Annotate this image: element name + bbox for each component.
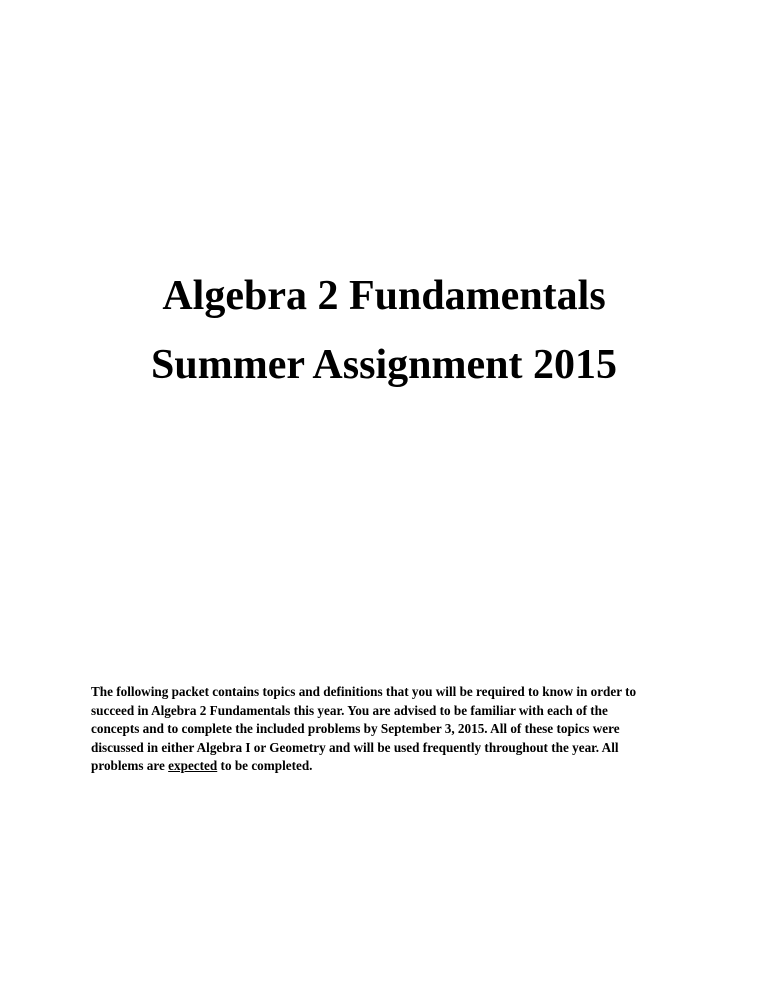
intro-line-5-after: to be completed. <box>217 758 313 774</box>
intro-paragraph <box>91 683 711 776</box>
page-subtitle: Summer Assignment 2015 <box>151 342 617 388</box>
intro-line-1: The following packet contains topics and definitions that you will be required to know in order to <box>91 684 637 699</box>
intro-line-5 <box>91 757 711 776</box>
intro-line-4: discussed in either Algebra I or Geometry and will be used frequently throughout the year. All <box>91 739 619 755</box>
intro-line-5-before: problems are <box>91 758 169 774</box>
emphasis-underlined-word: expected <box>168 758 218 774</box>
page-title: Algebra 2 Fundamentals <box>162 273 606 319</box>
intro-line-3: concepts and to complete the included problems by September 3, 2015. All of these topics were <box>91 721 620 737</box>
intro-line-2: succeed in Algebra 2 Fundamentals this year. You are advised to be familiar with each of the <box>91 702 608 718</box>
title-block <box>0 262 768 400</box>
